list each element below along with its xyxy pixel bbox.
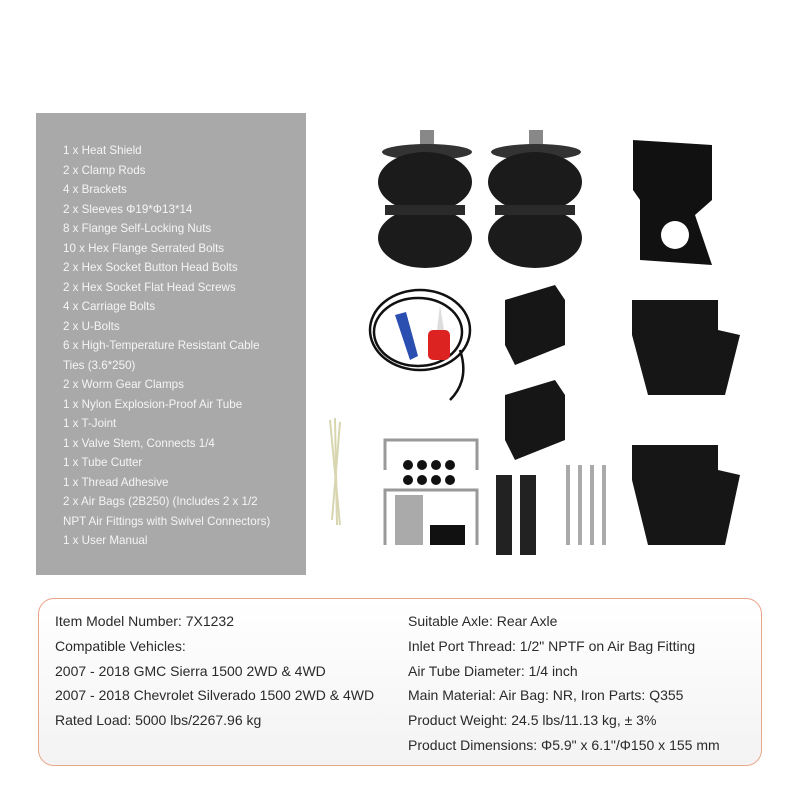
parts-list-panel [36, 113, 306, 575]
specs-left-column [55, 609, 374, 733]
parts-list-item: 2 x Hex Socket Button Head Bolts [63, 261, 238, 274]
parts-list-item: 2 x Clamp Rods [63, 163, 146, 177]
parts-list-item: 2 x Hex Socket Flat Head Screws [63, 280, 236, 294]
parts-list-item: 1 x Tube Cutter [63, 456, 143, 469]
parts-list-item: 1 x User Manual [63, 534, 148, 547]
air-tube [370, 290, 470, 400]
spec-line: Air Tube Diameter: 1/4 inch [408, 662, 578, 679]
tube-cutter [395, 312, 418, 360]
parts-list-item: 4 x Carriage Bolts [63, 300, 156, 313]
parts-list-item: NPT Air Fittings with Swivel Connectors) [63, 514, 271, 528]
spec-line: Inlet Port Thread: 1/2" NPTF on Air Bag Fitting [408, 637, 696, 654]
parts-list [63, 141, 270, 551]
cable-ties [330, 418, 340, 525]
parts-list-item: 1 x T-Joint [63, 417, 117, 430]
product-kit-photo [310, 110, 800, 580]
parts-list-item: 10 x Hex Flange Serrated Bolts [63, 241, 225, 255]
brackets [505, 285, 740, 545]
heat-shield [633, 140, 712, 265]
parts-list-item: 8 x Flange Self-Locking Nuts [63, 222, 212, 235]
parts-list-item: 2 x Air Bags (2B250) (Includes 2 x 1/2 [63, 495, 258, 508]
parts-list-item: 2 x Worm Gear Clamps [63, 378, 184, 391]
parts-list-item: 1 x Thread Adhesive [63, 475, 169, 489]
spec-line: 2007 - 2018 Chevrolet Silverado 1500 2WD & 4WD [55, 687, 375, 704]
specifications-box [38, 598, 762, 766]
parts-list-item: 6 x High-Temperature Resistant Cable [63, 339, 260, 352]
spec-line: Product Weight: 24.5 lbs/11.13 kg, ± 3% [408, 712, 657, 729]
parts-list-item: 2 x U-Bolts [63, 319, 120, 333]
specs-right-column [408, 609, 720, 758]
nuts-and-bolts [395, 460, 465, 545]
spec-line: 2007 - 2018 GMC Sierra 1500 2WD & 4WD [55, 662, 326, 679]
air-bag-right [488, 130, 582, 268]
spec-line: Rated Load: 5000 lbs/2267.96 kg [55, 712, 262, 729]
air-bag-left [378, 130, 472, 268]
carriage-bolts [568, 465, 604, 545]
parts-list-item: 2 x Sleeves Φ19*Φ13*14 [63, 202, 193, 216]
thread-adhesive [428, 305, 450, 360]
parts-list-item: 1 x Heat Shield [63, 144, 142, 157]
parts-list-item: 1 x Nylon Explosion-Proof Air Tube [63, 397, 243, 411]
spec-line: Main Material: Air Bag: NR, Iron Parts: Q355 [408, 687, 684, 704]
spec-line: Compatible Vehicles: [55, 637, 186, 654]
parts-list-item: 4 x Brackets [63, 183, 127, 196]
parts-list-item: Ties (3.6*250) [63, 358, 136, 372]
parts-list-item: 1 x Valve Stem, Connects 1/4 [63, 436, 215, 450]
spec-line: Suitable Axle: Rear Axle [408, 613, 558, 629]
spec-line: Item Model Number: 7X1232 [55, 613, 234, 629]
spec-line: Product Dimensions: Φ5.9" x 6.1"/Φ150 x 155 mm [408, 736, 720, 753]
clamp-rods [496, 475, 536, 555]
